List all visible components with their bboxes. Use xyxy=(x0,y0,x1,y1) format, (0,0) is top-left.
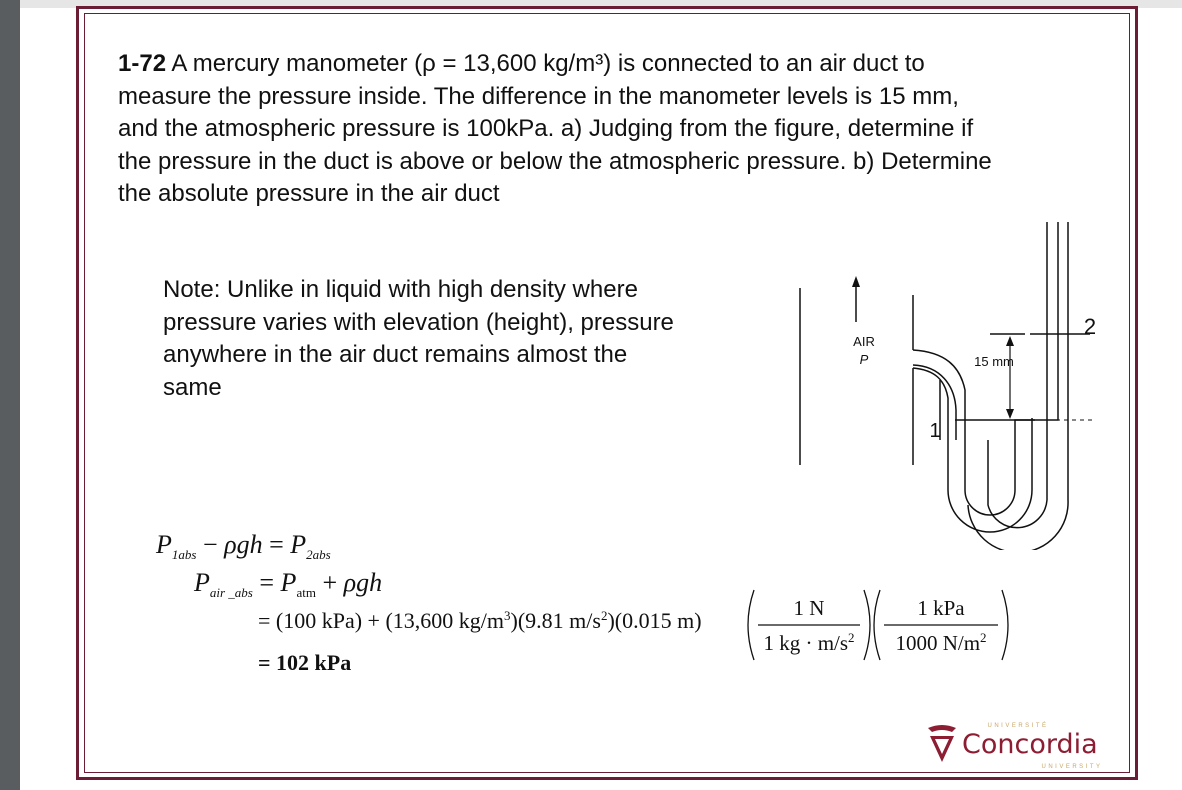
dimension-arrow-up-icon xyxy=(1006,336,1014,346)
eq3-mid1: )(9.81 m/s xyxy=(510,608,601,633)
flow-arrow-icon xyxy=(852,276,860,287)
equation-1 xyxy=(156,530,331,563)
problem-line-1: A mercury manometer (ρ = 13,600 kg/m³) is connected to an air duct to xyxy=(166,50,925,77)
frac1-den-text: 1 kg · m/s xyxy=(763,631,849,655)
eq2-plus: + xyxy=(315,568,344,597)
problem-statement xyxy=(118,48,1118,211)
eq1-rhs-sub: 2abs xyxy=(306,547,331,562)
frac1-denominator xyxy=(756,630,862,656)
u-tube-bottom-inner xyxy=(988,420,1047,528)
note-line-1: Note: Unlike in liquid with high density where xyxy=(163,276,638,303)
problem-line-4: the pressure in the duct is above or below the atmospheric pressure. b) Determine xyxy=(118,147,992,175)
problem-line-2: measure the pressure inside. The difference in the manometer levels is 15 mm, xyxy=(118,82,959,110)
dimension-arrow-down-icon xyxy=(1006,409,1014,419)
frac2-numerator: 1 kPa xyxy=(917,596,965,620)
level-difference-label: 15 mm xyxy=(974,354,1014,369)
eq3-sup1: 3 xyxy=(504,608,511,623)
logo-bottom-text: UNIVERSITY xyxy=(1041,764,1103,770)
eq3-sup2: 2 xyxy=(600,608,608,623)
logo-top-text: UNIVERSITÉ xyxy=(987,723,1049,729)
concordia-logo xyxy=(922,718,1127,780)
point-1-label: 1 xyxy=(929,420,941,442)
logo-name: Concordia xyxy=(962,729,1098,760)
point-2-label: 2 xyxy=(1083,314,1097,339)
result: = 102 kPa xyxy=(258,650,352,675)
u-tube-bottom-curve xyxy=(968,500,1068,550)
eq2-p: P xyxy=(194,568,210,597)
note-text xyxy=(163,274,763,404)
eq3-prefix: = (100 kPa) + (13,600 kg/m xyxy=(258,608,505,633)
note-line-4: same xyxy=(163,373,222,401)
problem-line-5: the absolute pressure in the air duct xyxy=(118,180,500,207)
eq2-patm: P xyxy=(280,568,297,597)
eq3-mid2: )(0.015 m) xyxy=(607,608,702,633)
note-line-2: pressure varies with elevation (height), pressure xyxy=(163,308,674,336)
problem-line-3: and the atmospheric pressure is 100kPa. a) Judging from the figure, determine if xyxy=(118,115,974,142)
frac2-denominator xyxy=(882,630,1000,656)
equation-2 xyxy=(194,568,382,601)
note-line-3: anywhere in the air duct remains almost the xyxy=(163,341,628,368)
eq1-minus: − xyxy=(196,530,225,559)
eq2-equals: = xyxy=(252,568,281,597)
viewer-left-gutter xyxy=(0,0,20,790)
eq1-equals: = xyxy=(262,530,291,559)
eq2-rhogh: ρgh xyxy=(343,568,383,597)
manometer-diagram xyxy=(780,210,1120,550)
air-label: AIR xyxy=(853,334,875,349)
frac2-den-sup: 2 xyxy=(980,630,987,645)
frac1-numerator: 1 N xyxy=(793,596,825,620)
eq2-sub: air _abs xyxy=(209,585,253,600)
frac2-den-text: 1000 N/m xyxy=(895,631,981,655)
equation-3 xyxy=(258,608,702,634)
pressure-label: P xyxy=(859,352,869,367)
logo-arc-icon xyxy=(928,725,956,732)
frac1-den-sup: 2 xyxy=(848,630,855,645)
eq1-rhs-p: P xyxy=(290,530,307,559)
eq1-p: P xyxy=(156,530,172,559)
problem-number: 1-72 xyxy=(118,50,167,77)
eq1-rhogh: ρgh xyxy=(224,530,263,559)
eq2-patm-sub: atm xyxy=(296,585,316,600)
concordia-logo-graphic xyxy=(922,718,1127,780)
eq1-sub: 1abs xyxy=(171,547,197,562)
